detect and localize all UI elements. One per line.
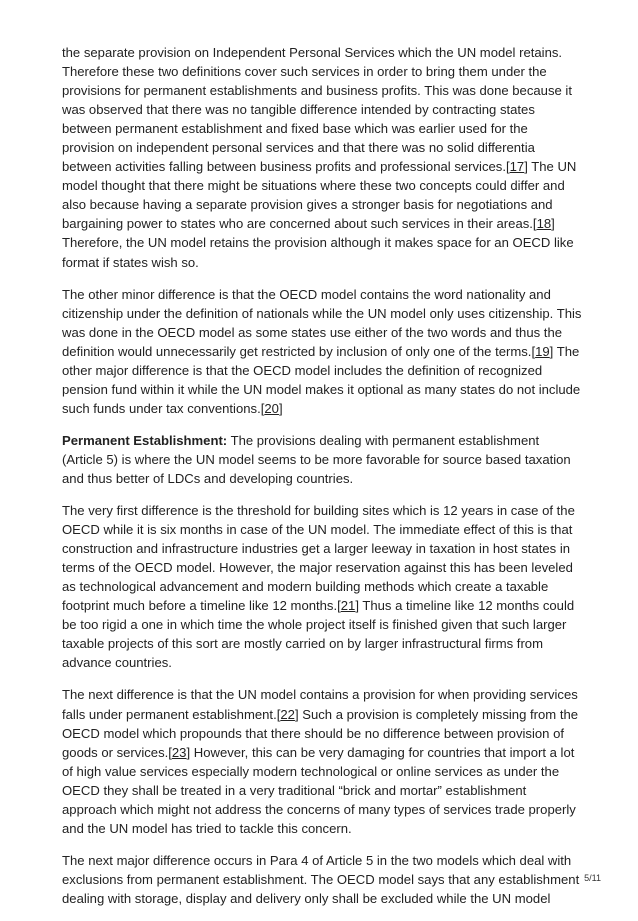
text-segment: OECD while it is six months in case of the UN model. The immediate effect of this is that bbox=[62, 522, 573, 538]
text-segment: The next major difference occurs in Para 4 of Article 5 in the two models which deal with bbox=[62, 852, 572, 868]
text-line bbox=[62, 253, 584, 272]
text-segment: provision on independent personal services and that there was no solid differentia bbox=[62, 140, 535, 156]
text-line bbox=[62, 119, 584, 138]
footnote-link[interactable]: 22 bbox=[280, 706, 295, 722]
text-segment: footprint much before a timeline like 12 months.[ bbox=[62, 598, 341, 614]
text-line bbox=[62, 81, 584, 100]
text-line bbox=[62, 62, 584, 81]
text-segment: ] Such a provision is completely missing from the bbox=[294, 706, 579, 722]
text-line bbox=[62, 596, 584, 615]
text-segment: as technological advancement and modern building methods which create a taxable bbox=[62, 579, 549, 595]
text-segment: taxable projects of this sort are mostly carried on by larger infrastructural firms from bbox=[62, 636, 543, 652]
text-segment: the separate provision on Independent Personal Services which the UN model retains. bbox=[62, 45, 563, 60]
text-line bbox=[62, 539, 584, 558]
text-line bbox=[62, 195, 584, 214]
text-segment: The provisions dealing with permanent establishment bbox=[227, 432, 540, 448]
text-segment: terms of the OECD model. However, the major reservation against this has been leveled bbox=[62, 560, 573, 576]
text-line bbox=[62, 399, 584, 418]
text-line bbox=[62, 520, 584, 539]
footnote-link[interactable]: 20 bbox=[264, 400, 279, 416]
text-line bbox=[62, 889, 584, 908]
text-segment: Therefore, the UN model retains the provision although it makes space for an OECD like bbox=[62, 235, 574, 251]
text-line bbox=[62, 724, 584, 743]
text-segment: of high value services especially modern technological or online services as under the bbox=[62, 763, 560, 779]
text-segment: ] bbox=[278, 400, 283, 416]
text-line bbox=[62, 285, 584, 304]
text-line bbox=[62, 431, 584, 450]
paragraph bbox=[62, 431, 584, 488]
text-segment: goods or services.[ bbox=[62, 744, 172, 760]
text-line bbox=[62, 138, 584, 157]
text-line bbox=[62, 361, 584, 380]
text-line bbox=[62, 380, 584, 399]
text-line bbox=[62, 800, 584, 819]
paragraph bbox=[62, 43, 584, 272]
text-segment: ] The UN bbox=[524, 159, 577, 175]
page-number: 5/11 bbox=[584, 873, 601, 883]
text-segment: pension fund within it while the UN model makes it optional as many states do not include bbox=[62, 381, 581, 397]
text-segment: citizenship under the definition of nationals while the UN model only uses citizenship. This bbox=[62, 305, 582, 321]
text-line bbox=[62, 705, 584, 724]
text-line bbox=[62, 469, 584, 488]
text-segment: ] However, this can be very damaging for countries that import a lot bbox=[186, 744, 575, 760]
footnote-link[interactable]: 21 bbox=[340, 598, 356, 614]
text-segment: was done in the OECD model as some states use either of the two words and thus the bbox=[62, 324, 563, 340]
text-segment: provisions for permanent establishments and business profits. This was done because it bbox=[62, 83, 572, 99]
text-segment: other major difference is that the OECD model includes the definition of recognized bbox=[62, 362, 543, 378]
text-line bbox=[62, 781, 584, 800]
footnote-link[interactable]: 17 bbox=[509, 159, 525, 175]
text-line bbox=[62, 501, 584, 520]
text-segment: exclusions from permanent establishment. The OECD model says that any establishment bbox=[62, 871, 580, 887]
paragraph bbox=[62, 851, 584, 908]
text-line bbox=[62, 577, 584, 596]
text-segment: OECD they shall be treated in a very traditional “brick and mortar” establishment bbox=[62, 782, 527, 798]
text-segment: was observed that there was no tangible difference intended by contracting states bbox=[62, 102, 535, 118]
text-line bbox=[62, 851, 584, 870]
text-line bbox=[62, 685, 584, 704]
text-segment: dealing with storage, display and delivery only shall be excluded while the UN model bbox=[62, 890, 551, 906]
text-segment: ] bbox=[551, 216, 555, 232]
footnote-link[interactable]: 23 bbox=[171, 744, 187, 760]
text-segment: such funds under tax conventions.[ bbox=[62, 400, 265, 416]
text-line bbox=[62, 450, 584, 469]
text-segment: ] Thus a timeline like 12 months could bbox=[355, 598, 575, 614]
text-segment: and thus better of LDCs and developing countries. bbox=[62, 470, 354, 486]
text-segment: falls under permanent establishment.[ bbox=[62, 706, 281, 722]
text-segment: between permanent establishment and fixed base which was earlier used for the bbox=[62, 121, 528, 137]
text-line bbox=[62, 323, 584, 342]
text-line bbox=[62, 653, 584, 672]
text-segment: approach which might not address the concerns of many types of services trade properly bbox=[62, 801, 576, 817]
paragraph bbox=[62, 501, 584, 672]
text-segment: advance countries. bbox=[62, 655, 172, 671]
paragraph bbox=[62, 285, 584, 418]
text-segment: between activities falling between business profits and professional services.[ bbox=[62, 159, 510, 175]
text-line bbox=[62, 762, 584, 781]
text-segment: ] The bbox=[549, 343, 580, 359]
text-segment: definition would unnecessarily get restricted by inclusion of only one of the terms.[ bbox=[62, 343, 536, 359]
text-line bbox=[62, 100, 584, 119]
text-line bbox=[62, 214, 584, 233]
text-segment: be too rigid a one in which time the whole project itself is finished given that such larger bbox=[62, 617, 567, 633]
paragraph bbox=[62, 685, 584, 837]
section-heading: Permanent Establishment: bbox=[62, 432, 228, 448]
text-segment: (Article 5) is where the UN model seems to be more favorable for source based taxation bbox=[62, 451, 571, 467]
text-line bbox=[62, 615, 584, 634]
text-segment: The very first difference is the threshold for building sites which is 12 years in case of the bbox=[62, 503, 575, 519]
text-line bbox=[62, 43, 584, 62]
text-segment: The next difference is that the UN model contains a provision for when providing services bbox=[62, 687, 578, 703]
document-body bbox=[62, 43, 584, 921]
text-segment: and the UN model has tried to tackle this concern. bbox=[62, 820, 352, 836]
text-segment: The other minor difference is that the OECD model contains the word nationality and bbox=[62, 286, 551, 302]
text-line bbox=[62, 342, 584, 361]
text-line bbox=[62, 233, 584, 252]
text-line bbox=[62, 304, 584, 323]
text-line bbox=[62, 176, 584, 195]
text-segment: model thought that there might be situations where these two concepts could differ and bbox=[62, 178, 565, 194]
text-line bbox=[62, 870, 584, 889]
text-segment: Therefore these two definitions cover such services in order to bring them under the bbox=[62, 64, 547, 80]
text-line bbox=[62, 819, 584, 838]
text-segment: bargaining power to states who are concerned about such services in their areas.[ bbox=[62, 216, 537, 232]
text-line bbox=[62, 558, 584, 577]
footnote-link[interactable]: 19 bbox=[535, 343, 550, 359]
text-segment: construction and infrastructure industries get a larger leeway in taxation in host states in bbox=[62, 541, 571, 557]
footnote-link[interactable]: 18 bbox=[536, 216, 552, 232]
text-line bbox=[62, 157, 584, 176]
text-segment: OECD model which propounds that there should be no difference between provision of bbox=[62, 725, 564, 741]
text-segment: format if states wish so. bbox=[62, 254, 199, 270]
text-segment: also because having a separate provision gives a stronger basis for negotiations and bbox=[62, 197, 553, 213]
text-line bbox=[62, 743, 584, 762]
text-line bbox=[62, 634, 584, 653]
